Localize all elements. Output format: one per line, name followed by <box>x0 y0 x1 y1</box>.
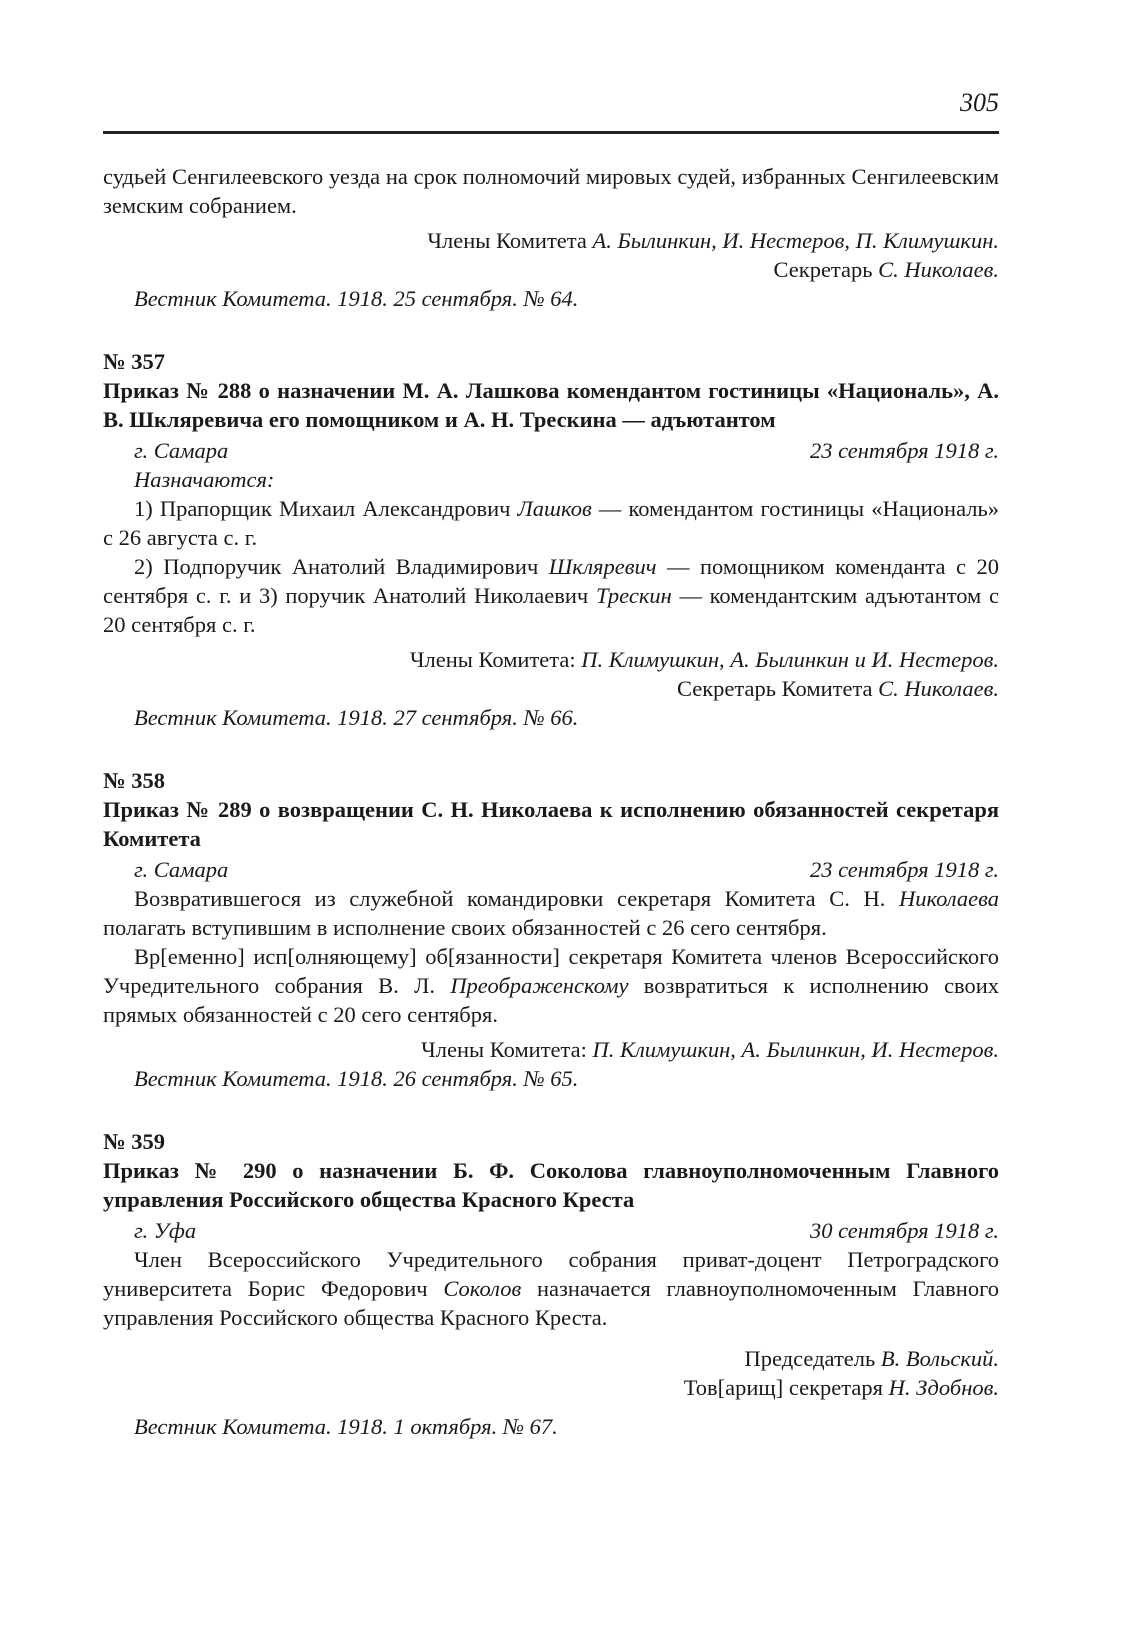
document-title: Приказ № 289 о возвращении С. Н. Николаева к исполнению обязанностей секретаря Комитета <box>103 797 999 851</box>
document-357 <box>103 347 999 732</box>
page-content <box>103 162 999 1441</box>
document-358 <box>103 766 999 1093</box>
intro-paragraph: судьей Сенгилеевского уезда на срок полномочий мировых судей, избранных Сенгилеевским земским собранием. <box>103 164 999 218</box>
document-359 <box>103 1127 999 1441</box>
place-date-row <box>103 436 999 465</box>
place-date-row <box>103 1216 999 1245</box>
header-rule <box>103 131 999 134</box>
intro-source: Вестник Комитета. 1918. 25 сентября. № 64. <box>134 286 579 311</box>
paragraph-2: Вр[еменно] исп[олняющему] об[язанности] секретаря Комитета членов Всероссийского Учредительного собрания В. Л. Преображенскому возвратиться к исполнению своих прямых обязанностей с 20 сего сентября. <box>103 944 999 1027</box>
source: Вестник Комитета. 1918. 1 октября. № 67. <box>134 1414 558 1439</box>
intro-signature-secretary: Секретарь С. Николаев. <box>773 257 999 282</box>
paragraph-1: Член Всероссийского Учредительного собрания приват-доцент Петроградского университета Борис Федорович Соколов назначается главноуполномоченным Главного управления Российского общества Красного Креста. <box>103 1247 1000 1330</box>
paragraph-1: Возвратившегося из служебной командировки секретаря Комитета С. Н. Николаева полагать вступившим в исполнение своих обязанностей с 26 сего сентября. <box>103 886 999 940</box>
place: г. Самара <box>134 438 229 463</box>
signature-deputy-secretary: Тов[арищ] секретаря Н. Здобнов. <box>683 1375 999 1400</box>
signature-secretary: Секретарь Комитета С. Николаев. <box>676 676 999 701</box>
intro-signature-members: Члены Комитета А. Былинкин, И. Нестеров, П. Климушкин. <box>427 228 999 253</box>
document-number: № 359 <box>103 1129 165 1154</box>
paragraph-2: 2) Подпоручик Анатолий Владимирович Шкляревич — помощником коменданта с 20 сентября с. г. и 3) поручик Анатолий Николаевич Трескин — комендантским адъютантом с 20 сентября с. г. <box>103 554 999 637</box>
signature-chairman: Председатель В. Вольский. <box>744 1346 999 1371</box>
place-date-row <box>103 855 999 884</box>
document-title: Приказ № 290 о назначении Б. Ф. Соколова главноуполномоченным Главного управления Российского общества Красного Креста <box>103 1158 999 1212</box>
page-number: 305 <box>960 88 999 117</box>
paragraph-1: 1) Прапорщик Михаил Александрович Лашков — комендантом гостиницы «Националь» с 26 августа с. г. <box>103 496 999 550</box>
document-title: Приказ № 288 о назначении М. А. Лашкова комендантом гостиницы «Националь», А. В. Шкляревича его помощником и А. Н. Трескина — адъютантом <box>103 378 999 432</box>
place: г. Самара <box>134 857 229 882</box>
date: 30 сентября 1918 г. <box>809 1218 999 1243</box>
date: 23 сентября 1918 г. <box>809 857 999 882</box>
appointments-heading: Назначаются: <box>134 467 275 492</box>
source: Вестник Комитета. 1918. 27 сентября. № 66. <box>134 705 579 730</box>
signature-members: Члены Комитета: П. Климушкин, А. Былинкин, И. Нестеров. <box>421 1037 999 1062</box>
document-number: № 358 <box>103 768 165 793</box>
signature-members: Члены Комитета: П. Климушкин, А. Былинкин и И. Нестеров. <box>409 647 999 672</box>
date: 23 сентября 1918 г. <box>809 438 999 463</box>
document-number: № 357 <box>103 349 165 374</box>
place: г. Уфа <box>134 1218 197 1243</box>
source: Вестник Комитета. 1918. 26 сентября. № 65. <box>134 1066 579 1091</box>
